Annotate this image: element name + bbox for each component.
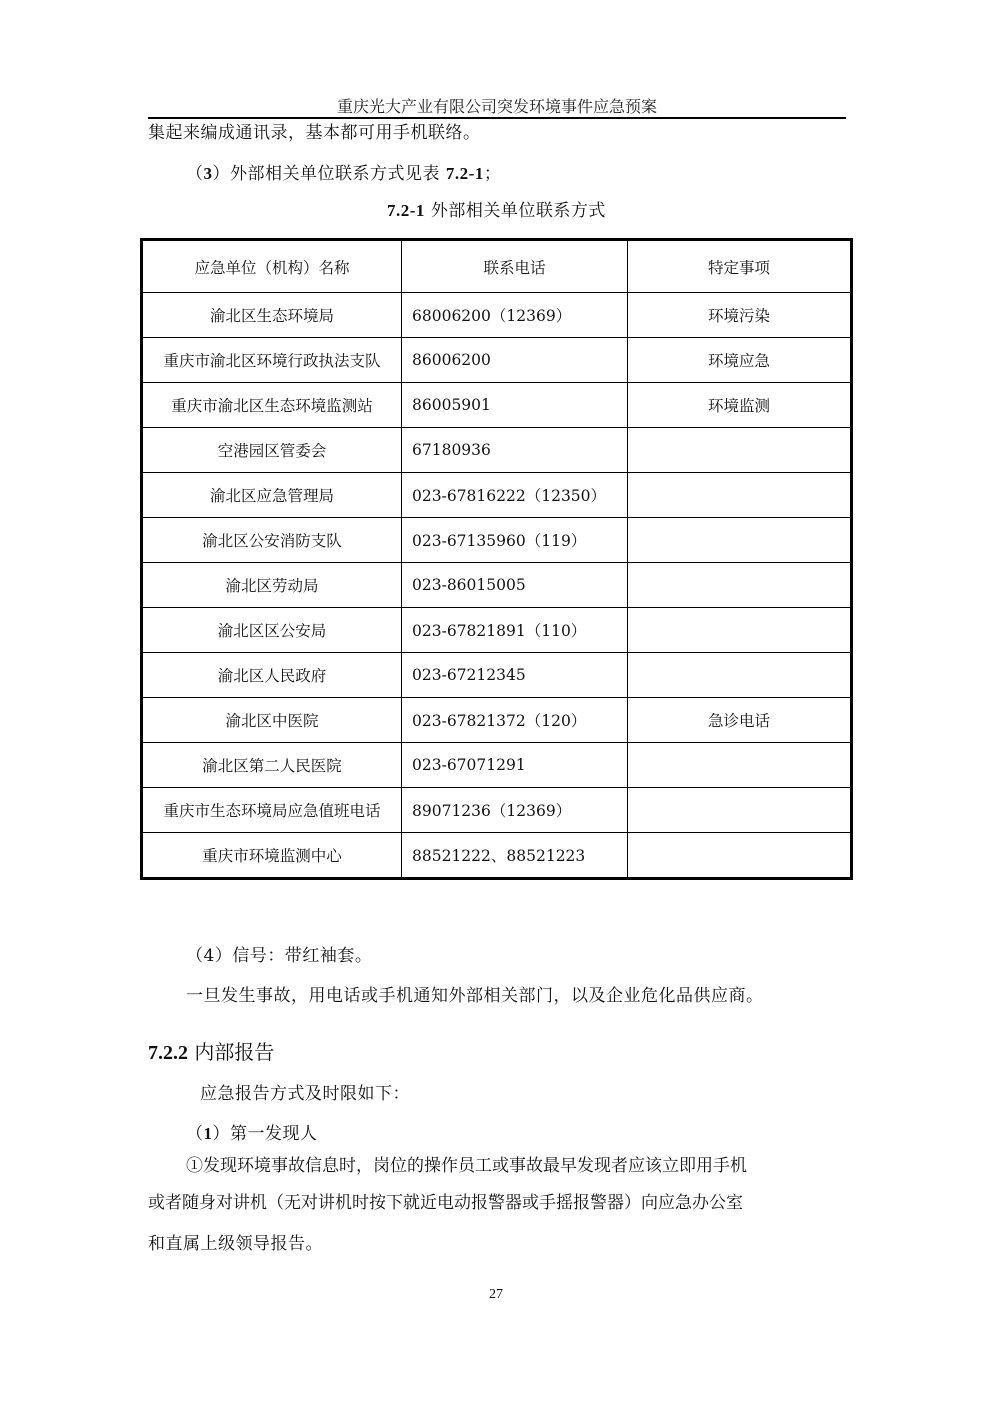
header-rule — [148, 117, 846, 119]
cell-specific-matter — [628, 608, 852, 653]
paragraph-contacts-note: 集起来编成通讯录，基本都可用手机联络。 — [148, 123, 481, 143]
cell-specific-matter: 环境监测 — [628, 383, 852, 428]
paragraph-accident: 一旦发生事故，用电话或手机通知外部相关部门，以及企业危化品供应商。 — [186, 986, 764, 1006]
item-3-end: ； — [483, 164, 502, 184]
table-row — [142, 518, 852, 563]
paragraph-first-line-1: ①发现环境事故信息时，岗位的操作员工或事故最早发现者应该立即用手机 — [186, 1156, 747, 1176]
table-row — [142, 833, 852, 879]
item-3-prefix: （ — [186, 164, 204, 184]
cell-specific-matter: 急诊电话 — [628, 698, 852, 743]
item-3-text: ）外部相关单位联系方式见表 — [212, 164, 446, 184]
cell-specific-matter — [628, 743, 852, 788]
cell-unit-name: 重庆市渝北区生态环境监测站 — [142, 383, 402, 428]
table-row — [142, 428, 852, 473]
cell-unit-name: 重庆市环境监测中心 — [142, 833, 402, 879]
cell-specific-matter — [628, 428, 852, 473]
table-row — [142, 743, 852, 788]
running-header: 重庆光大产业有限公司突发环境事件应急预案 — [336, 97, 657, 116]
cell-phone: 88521222、88521223 — [402, 833, 628, 879]
cell-unit-name: 渝北区人民政府 — [142, 653, 402, 698]
cell-phone: 86006200 — [402, 338, 628, 383]
cell-phone: 68006200（12369） — [402, 293, 628, 338]
table-header-row — [142, 240, 852, 293]
table-caption — [387, 200, 606, 222]
cell-unit-name: 渝北区生态环境局 — [142, 293, 402, 338]
cell-unit-name: 重庆市生态环境局应急值班电话 — [142, 788, 402, 833]
cell-phone: 89071236（12369） — [402, 788, 628, 833]
cell-unit-name: 渝北区中医院 — [142, 698, 402, 743]
cell-unit-name: 渝北区应急管理局 — [142, 473, 402, 518]
contacts-table — [140, 238, 853, 880]
cell-phone: 023-67816222（12350） — [402, 473, 628, 518]
section-number: 7.2.2 — [148, 1042, 188, 1064]
cell-unit-name: 渝北区劳动局 — [142, 563, 402, 608]
cell-unit-name: 渝北区区公安局 — [142, 608, 402, 653]
cell-unit-name: 渝北区公安消防支队 — [142, 518, 402, 563]
cell-phone: 67180936 — [402, 428, 628, 473]
cell-unit-name: 空港园区管委会 — [142, 428, 402, 473]
cell-phone: 86005901 — [402, 383, 628, 428]
item-3 — [186, 163, 501, 185]
paragraph-method: 应急报告方式及时限如下： — [200, 1084, 410, 1104]
cell-phone: 023-67821372（120） — [402, 698, 628, 743]
cell-specific-matter — [628, 518, 852, 563]
item-3-num: 3 — [203, 164, 213, 183]
page-number: 27 — [489, 1287, 503, 1302]
cell-specific-matter — [628, 563, 852, 608]
cell-phone: 023-67212345 — [402, 653, 628, 698]
cell-specific-matter — [628, 653, 852, 698]
cell-phone: 023-67071291 — [402, 743, 628, 788]
table-row — [142, 473, 852, 518]
item-1 — [186, 1123, 318, 1145]
item-1-prefix: （ — [186, 1124, 204, 1144]
cell-specific-matter: 环境污染 — [628, 293, 852, 338]
cell-specific-matter: 环境应急 — [628, 338, 852, 383]
item-4: （4）信号：带红袖套。 — [186, 946, 373, 966]
table-row — [142, 653, 852, 698]
header-phone: 联系电话 — [402, 240, 628, 293]
table-row — [142, 788, 852, 833]
table-caption-num: 7.2-1 — [387, 201, 425, 220]
item-1-text: ）第一发现人 — [212, 1124, 318, 1144]
table-caption-text: 外部相关单位联系方式 — [424, 201, 606, 221]
paragraph-first-line-3: 和直属上级领导报告。 — [148, 1234, 323, 1254]
section-title: 内部报告 — [188, 1040, 275, 1064]
section-heading — [148, 1036, 274, 1065]
cell-phone: 023-86015005 — [402, 563, 628, 608]
item-1-num: 1 — [203, 1124, 213, 1143]
table-row — [142, 383, 852, 428]
header-unit-name: 应急单位（机构）名称 — [142, 240, 402, 293]
cell-phone: 023-67135960（119） — [402, 518, 628, 563]
cell-phone: 023-67821891（110） — [402, 608, 628, 653]
table-row — [142, 608, 852, 653]
table-row — [142, 563, 852, 608]
cell-unit-name: 重庆市渝北区环境行政执法支队 — [142, 338, 402, 383]
table-row — [142, 293, 852, 338]
table-row — [142, 338, 852, 383]
cell-specific-matter — [628, 473, 852, 518]
cell-unit-name: 渝北区第二人民医院 — [142, 743, 402, 788]
cell-specific-matter — [628, 788, 852, 833]
paragraph-first-line-2: 或者随身对讲机（无对讲机时按下就近电动报警器或手摇报警器）向应急办公室 — [148, 1193, 743, 1213]
table-row — [142, 698, 852, 743]
item-3-ref: 7.2-1 — [445, 164, 484, 183]
header-specific-matter: 特定事项 — [628, 240, 852, 293]
cell-specific-matter — [628, 833, 852, 879]
